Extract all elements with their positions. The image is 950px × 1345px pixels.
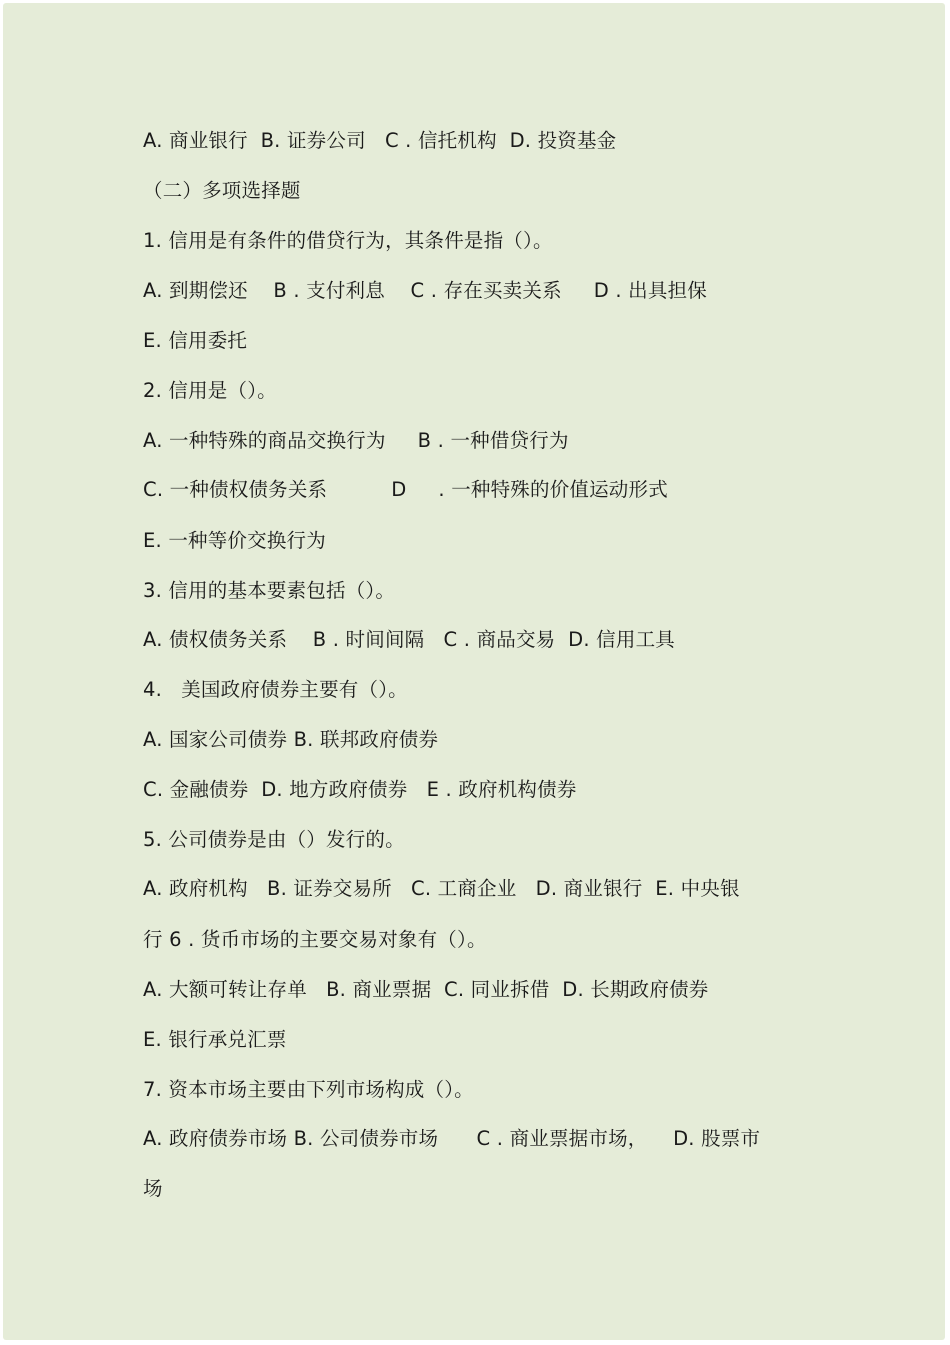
question-2: 2. 信用是（）。: [143, 379, 277, 402]
question-2-options-cd: C. 一种债权债务关系 D . 一种特殊的价值运动形式: [143, 478, 668, 501]
section-heading: （二）多项选择题: [143, 179, 301, 202]
question-4-options-cde: C. 金融债券 D. 地方政府债券 E . 政府机构债券: [143, 778, 577, 801]
question-5: 5. 公司债券是由（）发行的。: [143, 828, 405, 851]
question-2-option-e: E. 一种等价交换行为: [143, 529, 326, 552]
question-7-options-continued: 场: [143, 1177, 163, 1200]
question-6-options: A. 大额可转让存单 B. 商业票据 C. 同业拆借 D. 长期政府债券: [143, 978, 709, 1001]
question-5-options: A. 政府机构 B. 证券交易所 C. 工商企业 D. 商业银行 E. 中央银: [143, 877, 740, 900]
question-1-options: A. 到期偿还 B . 支付利息 C . 存在买卖关系 D . 出具担保: [143, 279, 707, 302]
question-4-options-ab: A. 国家公司债券 B. 联邦政府债券: [143, 728, 439, 751]
text-line-1: A. 商业银行 B. 证券公司 C . 信托机构 D. 投资基金: [143, 129, 617, 152]
question-7: 7. 资本市场主要由下列市场构成（）。: [143, 1078, 474, 1101]
question-4: 4. 美国政府债券主要有（）。: [143, 678, 408, 701]
question-2-options-ab: A. 一种特殊的商品交换行为 B . 一种借贷行为: [143, 429, 569, 452]
question-7-options: A. 政府债券市场 B. 公司债券市场 C . 商业票据市场， D. 股票市: [143, 1127, 761, 1150]
question-1: 1. 信用是有条件的借贷行为，其条件是指（）。: [143, 229, 553, 252]
question-6-option-e: E. 银行承兑汇票: [143, 1028, 287, 1051]
question-3: 3. 信用的基本要素包括（）。: [143, 579, 396, 602]
question-6: 行 6 . 货币市场的主要交易对象有（）。: [143, 928, 487, 951]
question-1-option-e: E. 信用委托: [143, 329, 248, 352]
question-3-options: A. 债权债务关系 B . 时间间隔 C . 商品交易 D. 信用工具: [143, 628, 675, 651]
